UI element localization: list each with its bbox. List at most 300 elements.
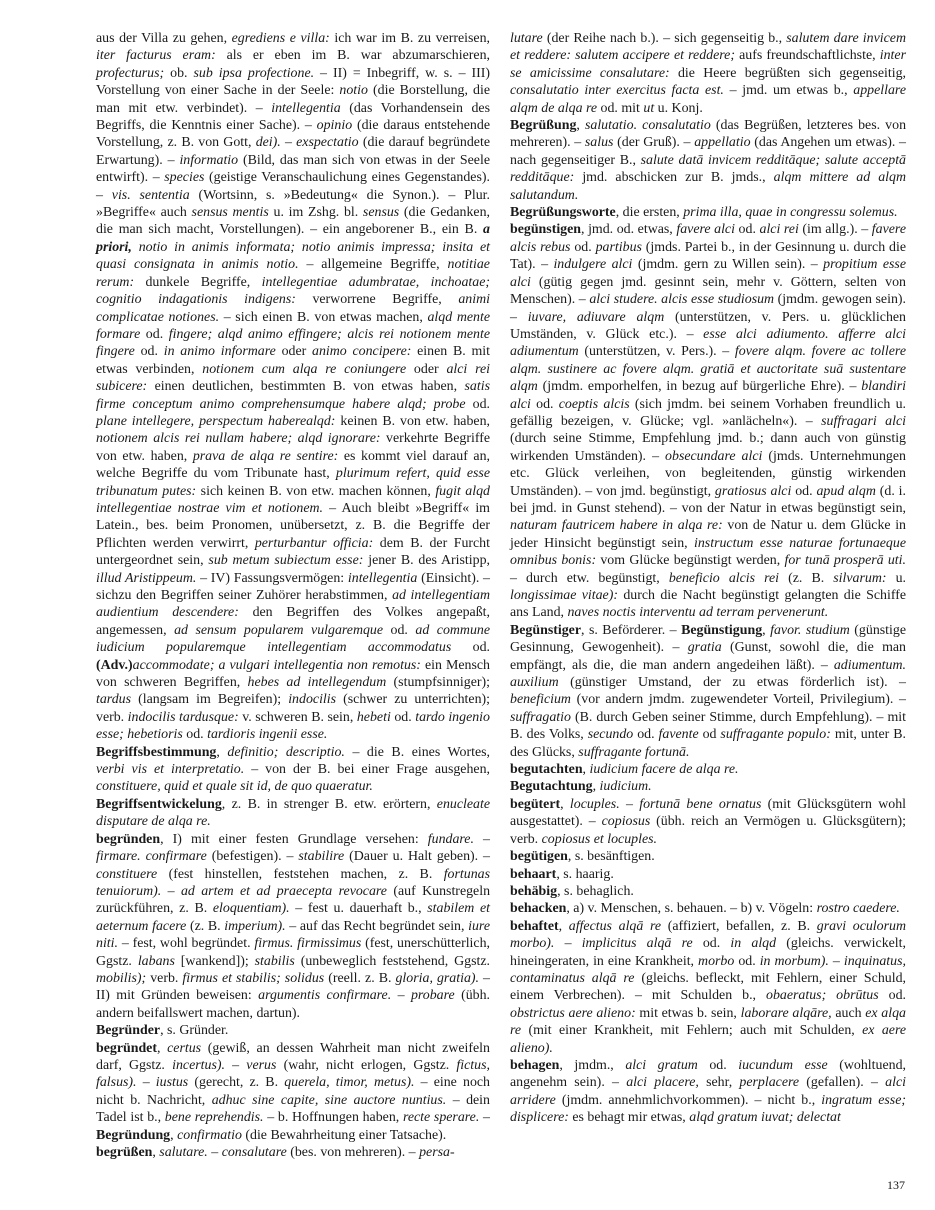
entry-headword: (Adv.) bbox=[96, 657, 133, 673]
latin-phrase: suffragante populo: bbox=[720, 727, 831, 743]
entry-text: – durch etw. begünstigt, bbox=[510, 570, 669, 586]
latin-phrase: gloria, gratia). bbox=[395, 970, 480, 986]
entry-text: , bbox=[582, 762, 590, 778]
latin-phrase: definitio; descriptio. bbox=[227, 744, 345, 760]
entry-headword: Begriffsbestimmung bbox=[96, 744, 217, 760]
dictionary-entry bbox=[96, 831, 490, 1022]
entry-text: (sich jmdm. bei seinem Vorhaben freundlich u. gefällig bezeigen, v. Glücke; vgl. »anlächeln«). – bbox=[510, 396, 906, 429]
latin-phrase: hebeti bbox=[356, 709, 391, 725]
latin-phrase: querela, timor, metus). bbox=[284, 1075, 415, 1091]
entry-text: – sich einen B. von etwas machen, bbox=[219, 309, 428, 325]
latin-phrase: laborare alqāre, bbox=[740, 1005, 832, 1021]
latin-phrase: secundo bbox=[587, 727, 634, 743]
entry-text: (z. B. bbox=[779, 570, 834, 586]
entry-text: (auf Kunstregeln zurückführen, z. B. bbox=[96, 883, 491, 917]
latin-phrase: beneficio alcis rei bbox=[668, 570, 780, 586]
latin-phrase: intellegentia bbox=[271, 100, 341, 116]
entry-text: od. bbox=[570, 239, 596, 255]
entry-text: , die ersten, bbox=[615, 205, 684, 221]
latin-phrase: constituere, quid et quale sit id, de quo quaeratur. bbox=[96, 779, 373, 795]
entry-headword: Begutachtung bbox=[510, 779, 593, 795]
entry-text: mit, unter B. des Glücks, bbox=[510, 727, 906, 760]
latin-phrase: enucleate disputare de alqa re. bbox=[96, 796, 490, 830]
latin-phrase: tardioris ingenii esse. bbox=[207, 727, 328, 743]
entry-headword: behacken bbox=[510, 901, 567, 917]
latin-phrase: obstrictus aere alieno: bbox=[510, 1005, 636, 1021]
entry-text: od. bbox=[140, 326, 169, 342]
latin-phrase: fugit alqd intellegentiae nostrae vim et notionem. bbox=[96, 483, 490, 516]
latin-phrase: ingratum esse; displicere: bbox=[510, 1092, 907, 1126]
latin-phrase: eloquentiam). bbox=[212, 901, 290, 917]
entry-text: , s. Gründer. bbox=[160, 1023, 229, 1039]
latin-phrase: iudicium facere de alqa re. bbox=[589, 762, 739, 778]
entry-text: (jmdm. gewogen sein). – bbox=[510, 292, 906, 325]
entry-text: – II) mit Gründen beweisen: bbox=[96, 970, 490, 1004]
entry-text: (bes. von mehreren). – bbox=[286, 1145, 420, 1160]
latin-phrase: species bbox=[164, 170, 205, 186]
latin-phrase: perturbantur officia: bbox=[254, 535, 374, 551]
entry-text: od. bbox=[383, 622, 416, 638]
entry-text: od. bbox=[734, 222, 760, 238]
entry-text: dem B. der Furcht untergeordnet sein, bbox=[96, 535, 490, 569]
entry-text: od. bbox=[692, 936, 731, 952]
latin-phrase: fortunas tenuiorum). bbox=[96, 866, 490, 899]
entry-text: (mit einer Krankheit, mit Fehlern; auch mit Schulden, bbox=[521, 1023, 863, 1039]
entry-text: (unbeweglich feststehend, Ggstz. bbox=[294, 953, 491, 969]
entry-text: od. bbox=[390, 709, 416, 725]
latin-phrase: inquinatus, contaminatus alqā re bbox=[510, 953, 906, 986]
dictionary-entry bbox=[510, 30, 906, 117]
entry-text: (der Gruß). – bbox=[613, 135, 695, 151]
entry-text: od. bbox=[451, 640, 490, 656]
entry-text: u. bbox=[886, 570, 907, 586]
latin-phrase: alqm mittere ad alqm salutandum. bbox=[510, 170, 907, 203]
entry-text: , bbox=[156, 1040, 168, 1056]
entry-headword: begütigen bbox=[510, 849, 568, 865]
latin-phrase: iudicium. bbox=[599, 779, 652, 795]
entry-text: aus der Villa zu gehen, bbox=[96, 31, 232, 46]
entry-text: dunkele Begriffe, bbox=[134, 274, 262, 290]
entry-text: (die Gedanken, die man sich macht, Vorstellungen). – ein angeborener B., ein B. bbox=[96, 205, 490, 238]
latin-phrase: confirmatio bbox=[177, 1127, 242, 1143]
latin-phrase: copiosus bbox=[601, 814, 651, 830]
entry-text: durch die Nacht begünstigt gelangten die Schiffe ans Land, bbox=[510, 588, 906, 621]
entry-text: einen deutlichen, bestimmten B. von etwas haben, bbox=[147, 379, 465, 395]
latin-phrase: profecturus; bbox=[96, 65, 165, 81]
entry-text: ich war im B. zu verreisen, bbox=[329, 31, 490, 46]
entry-text: keinen B. von etw. haben, bbox=[335, 413, 490, 429]
latin-phrase: ex aere alieno). bbox=[510, 1023, 906, 1056]
entry-text: , jmd. od. etwas, bbox=[581, 222, 677, 238]
entry-text: – bbox=[136, 1075, 156, 1091]
entry-text: od. bbox=[465, 396, 490, 412]
entry-text: od. bbox=[878, 988, 906, 1004]
latin-phrase: ad sensum popularem vulgaremque bbox=[174, 622, 384, 638]
latin-phrase: consalutare bbox=[221, 1145, 287, 1160]
entry-headword: behaart bbox=[510, 866, 557, 882]
entry-text: , bbox=[152, 1145, 160, 1160]
entry-text: (Wortsinn, s. »Bedeutung« die Synon.). – Plur. »Begriffe« auch bbox=[96, 187, 490, 221]
entry-text: auch bbox=[831, 1005, 866, 1021]
entry-text: oder bbox=[275, 344, 313, 360]
entry-text: u. im Zshg. bl. bbox=[268, 205, 363, 221]
entry-text: aufs freundschaftlichste, bbox=[734, 48, 880, 64]
entry-text: vom Glücke begünstigt werden, bbox=[596, 553, 785, 569]
entry-text: (die Bewahrheitung einer Tatsache). bbox=[241, 1127, 447, 1143]
entry-headword: behagen bbox=[510, 1057, 560, 1073]
entry-text: – auf das Recht begründet sein, bbox=[285, 918, 469, 934]
latin-phrase: in animo informare bbox=[163, 344, 276, 360]
latin-phrase: iter facturus eram: bbox=[96, 48, 216, 64]
entry-text: , I) mit einer festen Grundlage versehen: bbox=[160, 831, 428, 847]
entry-headword: begründen bbox=[96, 831, 161, 847]
latin-phrase: salutatio. consalutatio bbox=[584, 118, 711, 134]
entry-text: (Gunst, sowohl die, die man empfängt, als die, die man andern angedeihen läßt). – bbox=[510, 640, 907, 673]
entry-text: jener B. des Aristipp, bbox=[363, 553, 490, 569]
latin-phrase: salus bbox=[584, 135, 614, 151]
latin-phrase: fovere alqm. fovere ac tollere alqm. sustinere ac fovere alqm. gratiā et auctoritate suā sustentare alqm bbox=[510, 344, 906, 395]
latin-phrase: salute datā invicem redditāque; salute acceptā redditāque: bbox=[510, 152, 906, 186]
entry-text: einen B. mit etwas verbinden, bbox=[96, 344, 490, 377]
latin-phrase: egrediens e villa: bbox=[231, 31, 330, 46]
latin-phrase: obaeratus; obrūtus bbox=[766, 988, 879, 1004]
latin-phrase: suffragante fortunā. bbox=[578, 744, 690, 760]
entry-headword: Begriffsentwickelung bbox=[96, 796, 222, 812]
dictionary-entry bbox=[510, 900, 906, 917]
latin-phrase: sensus mentis bbox=[191, 205, 269, 221]
latin-phrase: suffragari alci bbox=[821, 413, 906, 429]
latin-phrase: animo concipere: bbox=[312, 344, 412, 360]
latin-phrase: firmus. firmissimus bbox=[254, 936, 362, 952]
latin-phrase: favente bbox=[658, 727, 699, 743]
latin-phrase: iucundum esse bbox=[738, 1057, 828, 1073]
entry-text: od. mit bbox=[597, 100, 644, 116]
entry-text: (Einsicht). – sichzu den Begriffen seiner Zuhörer herabstimmen, bbox=[96, 570, 491, 603]
entry-text: – b. Hoffnungen haben, bbox=[263, 1110, 403, 1126]
entry-text: od bbox=[698, 727, 721, 743]
latin-phrase: recte sperare. bbox=[402, 1110, 480, 1126]
latin-phrase: appellatio bbox=[694, 135, 751, 151]
latin-phrase: sub ipsa profectione. bbox=[193, 65, 315, 81]
latin-phrase: favere alci bbox=[676, 222, 735, 238]
entry-text: – bbox=[473, 831, 490, 847]
latin-phrase: animi complicatae notiones. bbox=[96, 292, 490, 325]
dictionary-entry bbox=[96, 1144, 490, 1161]
entry-text: – Auch bleibt »Begriff« im Latein., bes. beim Pronomen, unübersetzt, z. B. die Begriffe der Pflichten werden verwirrt, bbox=[96, 500, 490, 551]
latin-phrase: affectus alqā re bbox=[568, 918, 662, 934]
entry-text: (das Angehen um etwas). – nach gegenseitiger B., bbox=[510, 135, 906, 168]
entry-text: ein Mensch von schweren Begriffen, bbox=[96, 657, 490, 691]
latin-phrase: favere alcis rebus bbox=[510, 222, 906, 255]
entry-text: sehr, bbox=[698, 1075, 740, 1091]
entry-text: als er eben im B. war abzumarschieren, bbox=[215, 48, 490, 64]
latin-phrase: plurimum refert, quid esse tribunatum putes: bbox=[96, 466, 490, 499]
latin-phrase: iustus bbox=[155, 1075, 189, 1091]
latin-phrase: beneficium bbox=[510, 692, 571, 708]
entry-text: (fest, unerschütterlich, Ggstz. bbox=[96, 936, 490, 969]
entry-headword: begünstigen bbox=[510, 222, 582, 238]
entry-text: (unterstützen, v. Pers. u. glücklichen Umständen, v. Glück etc.). – bbox=[510, 309, 906, 342]
latin-phrase: accommodate; a vulgari intellegentia non remotus: bbox=[132, 657, 421, 673]
latin-phrase: implicitus alqā re bbox=[581, 936, 693, 952]
entry-text: – bbox=[479, 1110, 490, 1126]
entry-text: (wohltuend, angenehm sein). – bbox=[510, 1057, 906, 1091]
latin-phrase: indocilis bbox=[288, 692, 337, 708]
latin-phrase: partibus bbox=[595, 239, 642, 255]
entry-text: , a) v. Menschen, s. behauen. – b) v. Vögeln: bbox=[566, 901, 817, 917]
latin-phrase: imperium). bbox=[224, 918, 286, 934]
latin-phrase: salutem dare invicem et reddere: salutem accipere et reddere; bbox=[510, 31, 906, 64]
latin-phrase: instructum esse naturae fortunaeque omnibus bonis: bbox=[510, 535, 906, 569]
entry-text: verb. bbox=[146, 970, 183, 986]
entry-text: – bbox=[391, 988, 411, 1004]
entry-text: , s. haarig. bbox=[556, 866, 614, 882]
entry-text: (B. durch Geben seiner Stimme, durch Empfehlung). – mit B. des Volks, bbox=[510, 709, 906, 743]
entry-text: – bbox=[161, 883, 181, 899]
entry-text: (Dauer u. Halt geben). – bbox=[344, 849, 491, 865]
entry-text: (jmds. Partei b., in der Gesinnung u. durch die Tat). – bbox=[510, 239, 907, 273]
latin-phrase: fortunā bene ornatus bbox=[639, 796, 762, 812]
entry-text: – IV) Fassungsvermögen: bbox=[196, 570, 348, 586]
latin-phrase: persa- bbox=[419, 1145, 455, 1160]
dictionary-entry bbox=[510, 622, 906, 761]
latin-phrase: argumentis confirmare. bbox=[258, 988, 392, 1004]
latin-phrase: constituere bbox=[96, 866, 158, 882]
dictionary-entry bbox=[510, 796, 906, 848]
entry-headword: Begünstiger bbox=[510, 622, 581, 638]
entry-text: – fest u. dauerhaft b., bbox=[289, 901, 428, 917]
entry-text: (geistige Veranschaulichung eines Gegenstandes). – bbox=[96, 170, 490, 203]
latin-phrase: gratia bbox=[687, 640, 722, 656]
latin-phrase: alci arridere bbox=[510, 1075, 906, 1108]
entry-text: (fest hinstellen, feststehen machen, z. B. bbox=[157, 866, 444, 882]
entry-text: es kommt viel darauf an, welche Begriffe du vom Tribunate hast, bbox=[96, 448, 490, 482]
entry-text: (wahr, nicht erlogen, Ggstz. bbox=[276, 1057, 457, 1073]
right-column bbox=[510, 30, 906, 1127]
entry-text: – bbox=[828, 953, 844, 969]
latin-phrase: ut bbox=[643, 100, 655, 116]
latin-phrase: alqd mente formare bbox=[96, 309, 490, 342]
entry-text: od. bbox=[633, 727, 659, 743]
entry-text: – eine noch nicht b. Nachricht, bbox=[96, 1075, 491, 1108]
entry-text: u. Konj. bbox=[654, 100, 703, 116]
entry-text: (z. B. bbox=[186, 918, 225, 934]
entry-text: oder bbox=[406, 361, 447, 377]
entry-text: od. bbox=[134, 344, 164, 360]
entry-text: ob. bbox=[164, 65, 194, 81]
entry-text: (der Reihe nach b.). – sich gegenseitig b., bbox=[542, 31, 787, 46]
entry-text: od. bbox=[697, 1057, 739, 1073]
entry-text: od. bbox=[791, 483, 817, 499]
entry-text: (d. i. bei jmd. in Gunst stehend). – von der Natur in etwas begünstigt sein, bbox=[510, 483, 906, 516]
entry-text: – II) = Inbegriff, w. s. – III) Vorstellung von einer Sache in der Seele: bbox=[96, 65, 491, 99]
entry-text: (befestigen). – bbox=[206, 849, 299, 865]
latin-phrase: hebes ad intellegendum bbox=[247, 675, 387, 691]
entry-text: , jmdm., bbox=[559, 1057, 626, 1073]
dictionary-entry bbox=[96, 1022, 490, 1039]
latin-phrase: tardo ingenio esse; hebetioris bbox=[96, 709, 490, 743]
latin-phrase: firmus et stabilis; solidus bbox=[182, 970, 325, 986]
latin-phrase: dei). bbox=[255, 135, 281, 151]
entry-text: , bbox=[558, 918, 569, 934]
latin-phrase: in morbum). bbox=[759, 953, 829, 969]
entry-text: , bbox=[762, 622, 771, 638]
latin-phrase: gratiosus alci bbox=[714, 483, 792, 499]
latin-phrase: gravi oculorum morbo). bbox=[510, 918, 906, 952]
latin-phrase: satis firme conceptum animo comprehensumque habere alqd; probe bbox=[96, 379, 490, 412]
latin-phrase: blandiri alci bbox=[510, 379, 906, 412]
entry-text: (mit Glücksgütern wohl ausgestattet). – bbox=[510, 796, 907, 830]
latin-phrase: locuples. bbox=[569, 796, 620, 812]
latin-phrase: bene reprehendis. bbox=[164, 1110, 264, 1126]
entry-text: – bbox=[554, 936, 582, 952]
latin-phrase: indocilis tardusque: bbox=[127, 709, 239, 725]
entry-text: mit etwas b. sein, bbox=[635, 1005, 741, 1021]
entry-text: – fest, wohl begründet. bbox=[118, 936, 255, 952]
latin-phrase: fundare. bbox=[427, 831, 474, 847]
entry-text: (das Begrüßen, letzteres bes. von mehreren). – bbox=[510, 118, 907, 151]
dictionary-entry bbox=[510, 918, 906, 1057]
latin-phrase: notio bbox=[339, 83, 368, 99]
entry-text: – allgemeine Begriffe, bbox=[298, 257, 448, 273]
latin-phrase: appellare alqm de alqa re bbox=[510, 83, 906, 116]
entry-text: (unterstützen, v. Pers.). – bbox=[578, 344, 735, 360]
entry-text: von de Natur u. dem Glücke in jeder Hinsicht begünstigt sein, bbox=[510, 518, 906, 551]
latin-phrase: alqd gratum iuvat; delectat bbox=[689, 1110, 841, 1126]
latin-phrase: a priori, bbox=[96, 222, 490, 255]
latin-phrase: perplacere bbox=[739, 1075, 800, 1091]
entry-text: , s. behaglich. bbox=[557, 883, 634, 899]
latin-phrase: stabilire bbox=[298, 849, 345, 865]
latin-phrase: propitium esse alci bbox=[510, 257, 906, 290]
entry-text: – dein Tadel ist b., bbox=[96, 1092, 490, 1126]
entry-text: – bbox=[207, 1145, 222, 1160]
entry-text: v. schweren B. sein, bbox=[238, 709, 357, 725]
dictionary-entry bbox=[510, 761, 906, 778]
entry-headword: Begrüßungsworte bbox=[510, 205, 616, 221]
dictionary-entry bbox=[510, 204, 906, 221]
entry-headword: begrüßen bbox=[96, 1145, 153, 1160]
latin-phrase: alci gratum bbox=[625, 1057, 698, 1073]
latin-phrase: probare bbox=[410, 988, 455, 1004]
latin-phrase: opinio bbox=[316, 118, 353, 134]
entry-text: (gerecht, z. B. bbox=[188, 1075, 285, 1091]
entry-text: , s. Beförderer. – bbox=[581, 622, 682, 638]
latin-phrase: mobilis); bbox=[96, 970, 147, 986]
entry-text: – bbox=[619, 796, 640, 812]
entry-text: (übh. reich an Vermögen u. Glücksgütern); verb. bbox=[510, 814, 906, 847]
entry-text: (jmdm. emporhelfen, in bezug auf bürgerliche Ehre). – bbox=[537, 379, 862, 395]
latin-phrase: certus bbox=[167, 1040, 202, 1056]
entry-text: – bbox=[224, 1057, 247, 1073]
latin-phrase: plane intellegere, perspectum haberealqd: bbox=[96, 413, 336, 429]
entry-text: (stumpfsinniger); bbox=[386, 675, 490, 691]
latin-phrase: esse alci adiumento. afferre alci adiumentum bbox=[510, 326, 906, 360]
entry-text: (reell. z. B. bbox=[324, 970, 396, 986]
latin-phrase: notionem alcis rei nullam habere; alqd ignorare: bbox=[96, 431, 381, 447]
entry-text: od. bbox=[182, 727, 208, 743]
latin-phrase: exspectatio bbox=[296, 135, 359, 151]
entry-text: od. bbox=[530, 396, 559, 412]
entry-text: (langsam im Begreifen); bbox=[131, 692, 289, 708]
latin-phrase: naturam fautricem habere in alqa re: bbox=[510, 518, 723, 534]
entry-headword: begütert bbox=[510, 796, 561, 812]
entry-text: (gütig gegen jmd. gesinnt sein, mehr v. Göttern, selten von Menschen). – bbox=[510, 274, 906, 308]
entry-text: , bbox=[216, 744, 228, 760]
latin-phrase: ad commune iudicium popularemque intellegentiam accommodatus bbox=[96, 622, 491, 656]
latin-phrase: adiumentum. auxilium bbox=[510, 657, 906, 691]
entry-headword: Begünstigung bbox=[681, 622, 763, 638]
latin-phrase: firmare. confirmare bbox=[96, 849, 207, 865]
latin-phrase: salutare. bbox=[159, 1145, 208, 1160]
entry-text: (das Vorhandensein des Begriffs, die Kenntnis einer Sache). – bbox=[96, 100, 490, 134]
latin-phrase: informatio bbox=[179, 152, 239, 168]
latin-phrase: stabilem et aeternum facere bbox=[96, 901, 490, 934]
entry-text: (im allg.). – bbox=[798, 222, 872, 238]
latin-phrase: naves noctis interventu ad terram pervenerunt. bbox=[567, 605, 829, 621]
entry-text: – von der B. bei einer Frage ausgehen, bbox=[244, 762, 490, 778]
latin-phrase: ad intellegentiam audientium descendere: bbox=[96, 588, 490, 621]
entry-text: (gewiß, an dessen Wahrheit man nicht zweifeln darf, Ggstz. bbox=[96, 1040, 490, 1073]
entry-headword: begründet bbox=[96, 1040, 157, 1056]
latin-phrase: fictus, falsus). bbox=[96, 1057, 490, 1091]
entry-text: den Begriffen des Volkes angepaßt, angemessen, bbox=[96, 605, 490, 638]
latin-phrase: intellegentiae adumbratae, inchoatae; cognitio indagationis indigens: bbox=[96, 274, 490, 308]
entry-text: (jmdm. annehmlichvorkommen). – nicht b., bbox=[555, 1092, 822, 1108]
latin-phrase: alci placere, bbox=[626, 1075, 699, 1091]
entry-text: es behagt mir etwas, bbox=[568, 1110, 690, 1126]
dictionary-entry bbox=[510, 221, 906, 621]
latin-phrase: verus bbox=[246, 1057, 277, 1073]
entry-text: (durch seine Stimme, Empfehlung jmd. b.; dann auch von günstig wirkenden Umständen). – bbox=[510, 431, 906, 464]
dictionary-entry bbox=[510, 117, 906, 204]
entry-text: verkehrte Begriffe von etw. haben, bbox=[96, 431, 490, 464]
latin-phrase: notitiae rerum: bbox=[96, 257, 490, 290]
left-column bbox=[96, 30, 490, 1161]
entry-text: , bbox=[592, 779, 600, 795]
latin-phrase: vis. sententia bbox=[111, 187, 190, 203]
entry-text: – die B. eines Wortes, bbox=[344, 744, 490, 760]
latin-phrase: copiosus et locuples. bbox=[541, 831, 657, 847]
dictionary-entry bbox=[510, 778, 906, 795]
entry-text: od. bbox=[734, 953, 760, 969]
entry-text: (die Borstellung, die man mit etw. verbindet). – bbox=[96, 83, 490, 116]
latin-phrase: favor. studium bbox=[770, 622, 850, 638]
entry-text: – jmd. um etwas b., bbox=[723, 83, 854, 99]
latin-phrase: consalutatio inter exercitus facta est. bbox=[510, 83, 724, 99]
entry-headword: begutachten bbox=[510, 762, 583, 778]
entry-headword: behaftet bbox=[510, 918, 559, 934]
latin-phrase: rostro caedere. bbox=[816, 901, 900, 917]
latin-phrase: illud Aristippeum. bbox=[96, 570, 197, 586]
latin-phrase: ex alqa re bbox=[510, 1005, 906, 1039]
dictionary-entry bbox=[510, 866, 906, 883]
latin-phrase: longissimae vitae): bbox=[510, 588, 618, 603]
latin-phrase: sensus bbox=[362, 205, 400, 221]
entry-text: (jmdm. gern zu Willen sein). – bbox=[632, 257, 824, 273]
entry-text: jmd. abschicken zur B. jmds., bbox=[574, 170, 774, 186]
latin-phrase: ad artem et ad praecepta revocare bbox=[180, 883, 387, 899]
entry-text: , bbox=[170, 1127, 178, 1143]
latin-phrase: prima illa, quae in congressu solemus. bbox=[683, 205, 898, 221]
entry-text: (Bild, das man sich von etwas in der Seele entwirft). – bbox=[96, 152, 490, 186]
latin-phrase: intellegentia bbox=[347, 570, 418, 586]
entry-text: (gleichs. befleckt, mit Fehlern, einer Schuld, einem Verbrechen). – mit Schulden b., bbox=[510, 970, 906, 1004]
latin-phrase: morbo bbox=[698, 953, 735, 969]
latin-phrase: apud alqm bbox=[816, 483, 876, 499]
latin-phrase: inter se amicissime consalutare: bbox=[510, 48, 906, 81]
entry-text: (affiziert, befallen, z. B. bbox=[661, 918, 817, 934]
